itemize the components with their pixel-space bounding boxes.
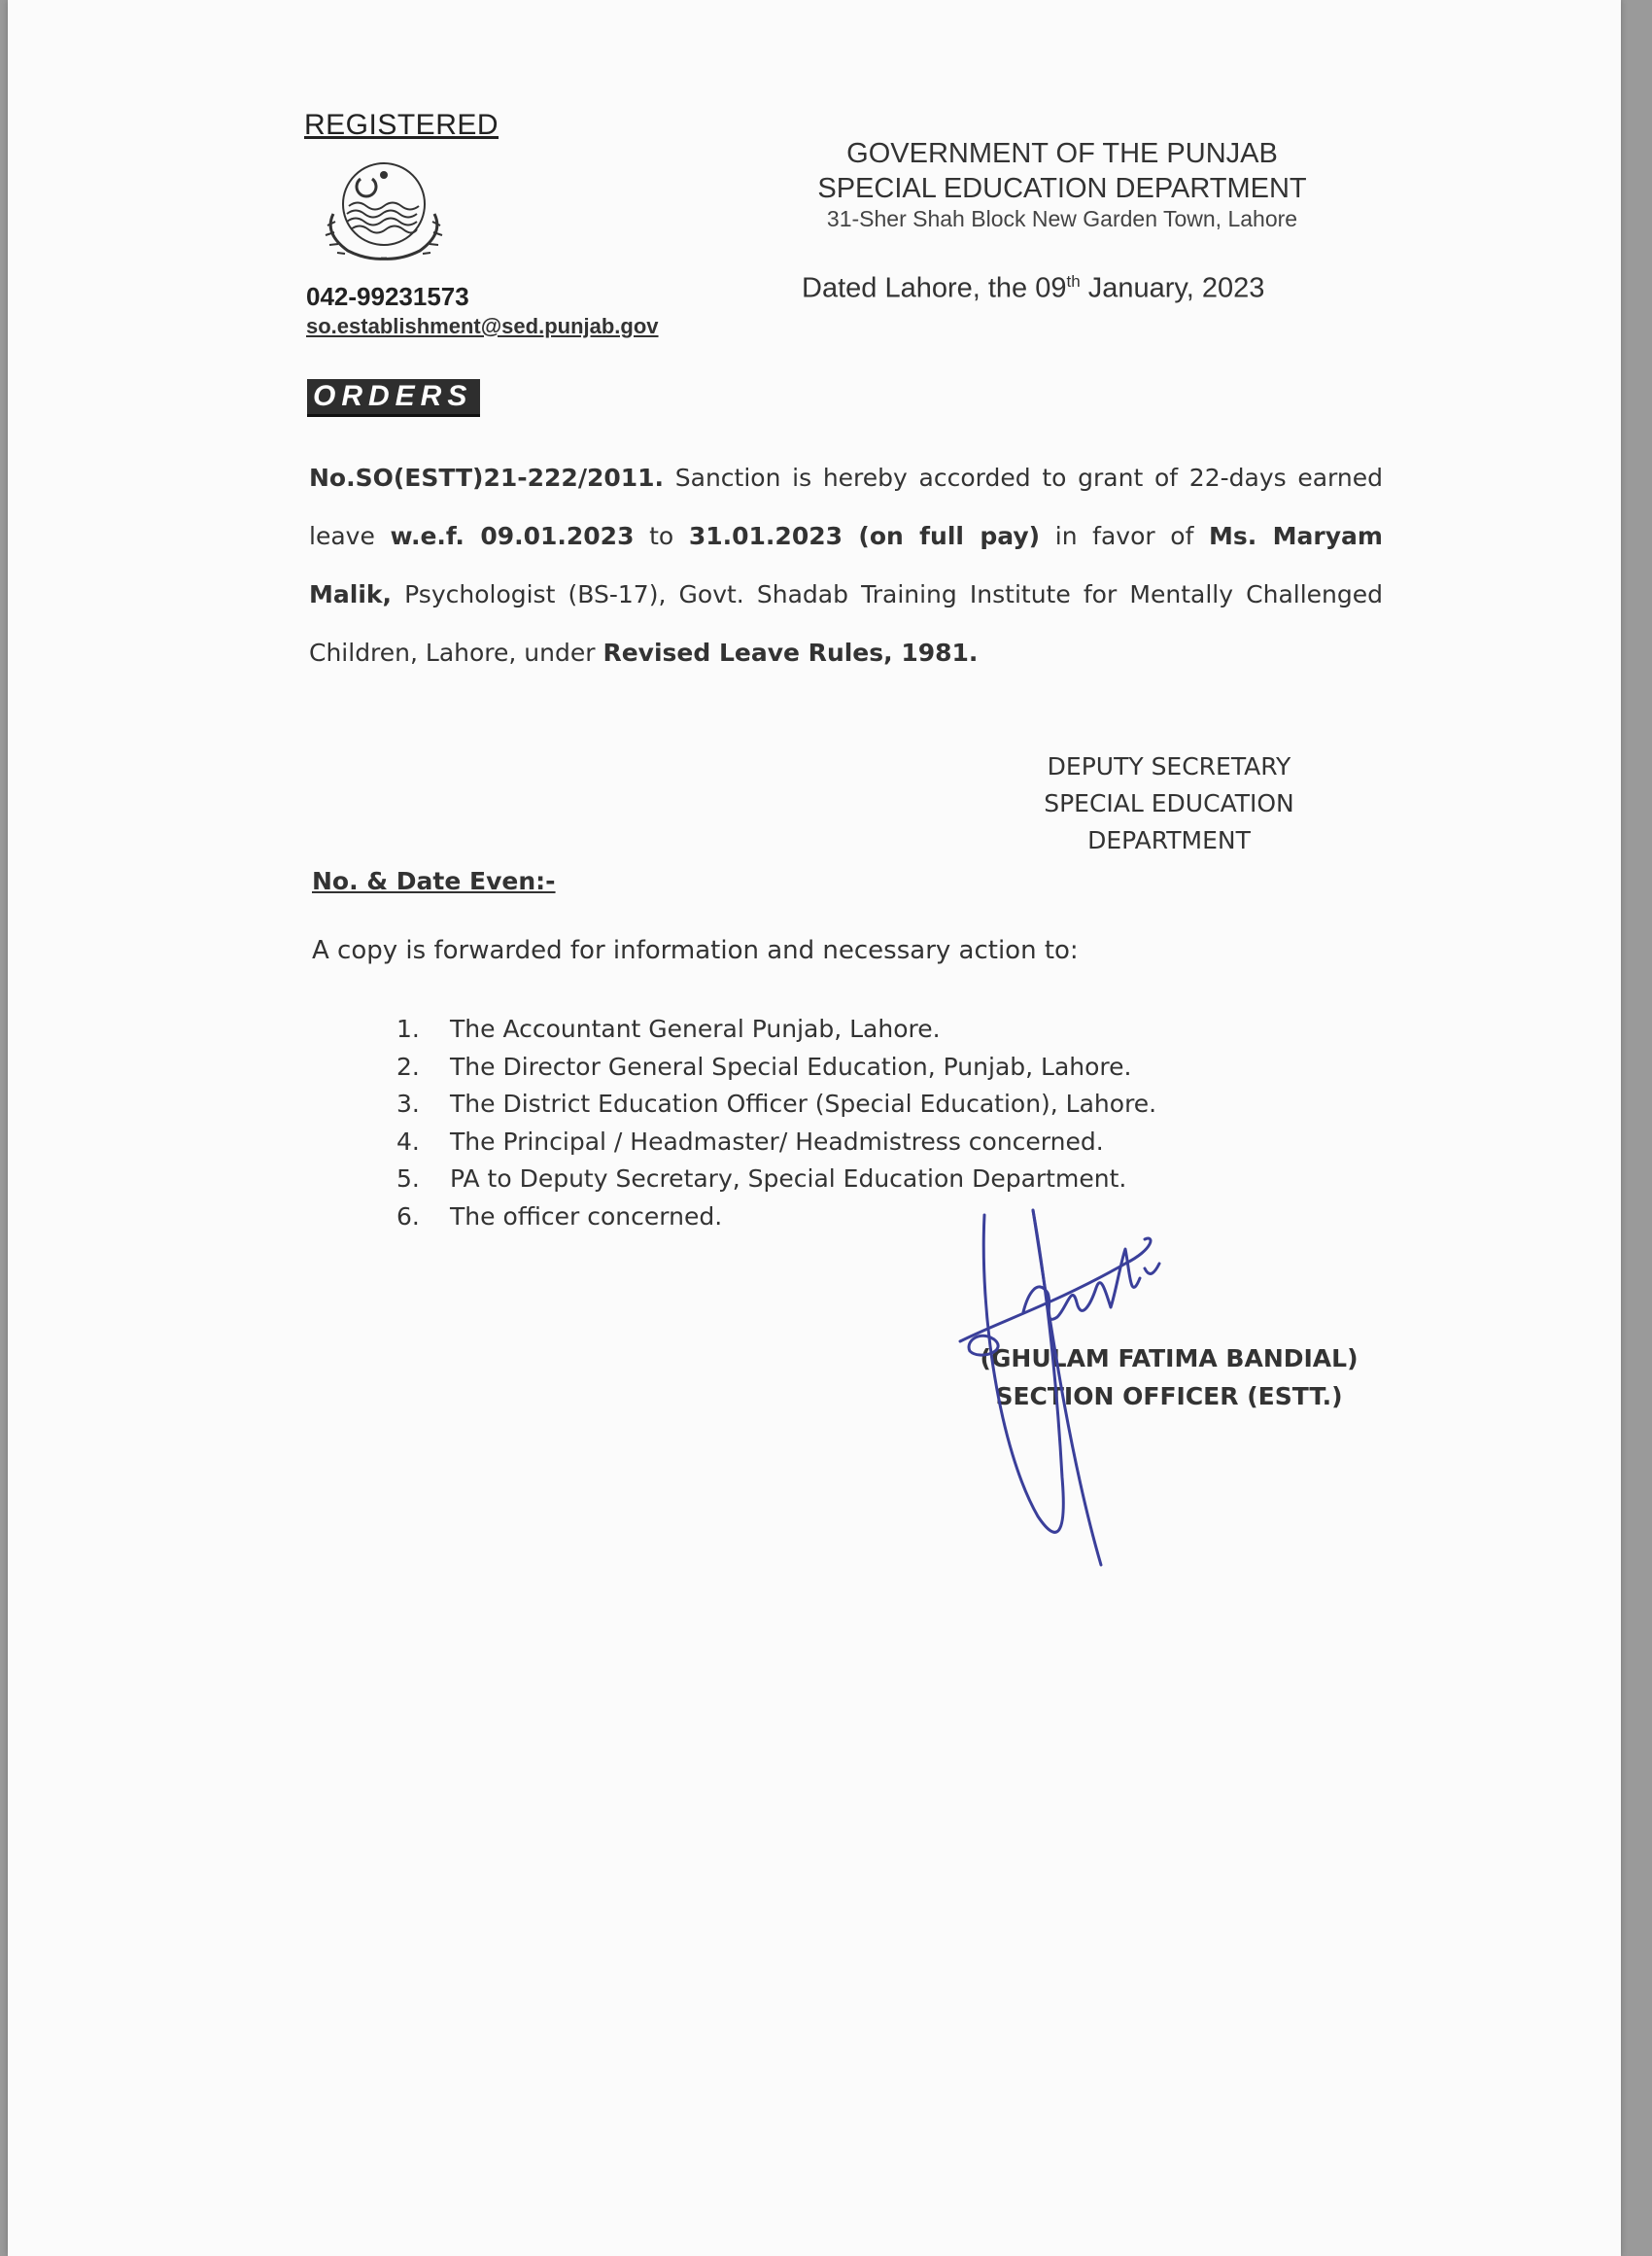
list-item [396,1049,1156,1087]
deputy-secretary-line: DEPUTY SECRETARY [1047,752,1291,781]
dated-suffix: January, 2023 [1080,272,1265,304]
list-number: 5. [396,1164,420,1193]
deputy-secretary-line: SPECIAL EDUCATION [1044,789,1294,817]
dated-superscript: th [1066,272,1081,291]
order-reference-number: No.SO(ESTT)21-222/2011. [309,464,665,492]
order-paragraph [309,449,1383,682]
order-text: Psychologist (BS-17), Govt. Shadab Training Institute for Mentally Challenged Children, Lahore, under [309,580,1383,667]
order-text: Sanction is hereby accorded to grant of 22-days earned leave [309,464,1383,550]
orders-heading: ORDERS [307,379,480,417]
registered-label: REGISTERED [304,109,499,141]
list-number: 4. [396,1127,420,1156]
leave-rules: Revised Leave Rules, 1981. [602,639,979,667]
phone-number: 042-99231573 [306,282,469,311]
list-item [396,1124,1156,1162]
list-text: The District Education Officer (Special Education), Lahore. [450,1090,1157,1118]
list-text: The officer concerned. [450,1201,723,1231]
copy-forward-intro: A copy is forwarded for information and necessary action to: [312,936,1079,965]
list-text: The Principal / Headmaster/ Headmistress concerned. [450,1127,1104,1156]
order-text: to [634,522,689,550]
handwritten-signature [941,1157,1232,1575]
list-number: 6. [396,1201,420,1231]
department-address: 31-Sher Shah Block New Garden Town, Lahore [826,206,1298,231]
list-number: 3. [396,1090,420,1118]
section-officer-title: SECTION OFFICER (ESTT.) [995,1382,1343,1410]
deputy-secretary-block [1009,748,1329,859]
list-item [396,1011,1156,1049]
employee-name: Ms. Maryam Malik, [309,522,1383,608]
department-title: SPECIAL EDUCATION DEPARTMENT [817,173,1307,204]
list-item [396,1086,1156,1124]
order-to-date: 31.01.2023 (on full pay) [688,522,1041,550]
list-text: The Accountant General Punjab, Lahore. [450,1015,941,1043]
list-text: The Director General Special Education, Punjab, Lahore. [450,1052,1132,1081]
no-date-even-heading: No. & Date Even:- [312,867,556,895]
government-title: GOVERNMENT OF THE PUNJAB [846,138,1278,169]
punjab-government-seal-logo [314,156,455,267]
list-number: 1. [396,1015,420,1043]
section-officer-name: (GHULAM FATIMA BANDIAL) [980,1344,1359,1372]
department-heading [785,136,1339,206]
order-text: in favor of [1040,522,1210,550]
dated-line [802,272,1264,305]
email-address: so.establishment@sed.punjab.gov [306,314,659,338]
deputy-secretary-line: DEPARTMENT [1087,826,1251,854]
dated-prefix: Dated Lahore, the 09 [802,272,1067,304]
list-text: PA to Deputy Secretary, Special Education Department. [450,1164,1127,1193]
document-page [8,0,1621,2256]
list-number: 2. [396,1052,420,1081]
order-from-date: w.e.f. 09.01.2023 [390,522,635,550]
